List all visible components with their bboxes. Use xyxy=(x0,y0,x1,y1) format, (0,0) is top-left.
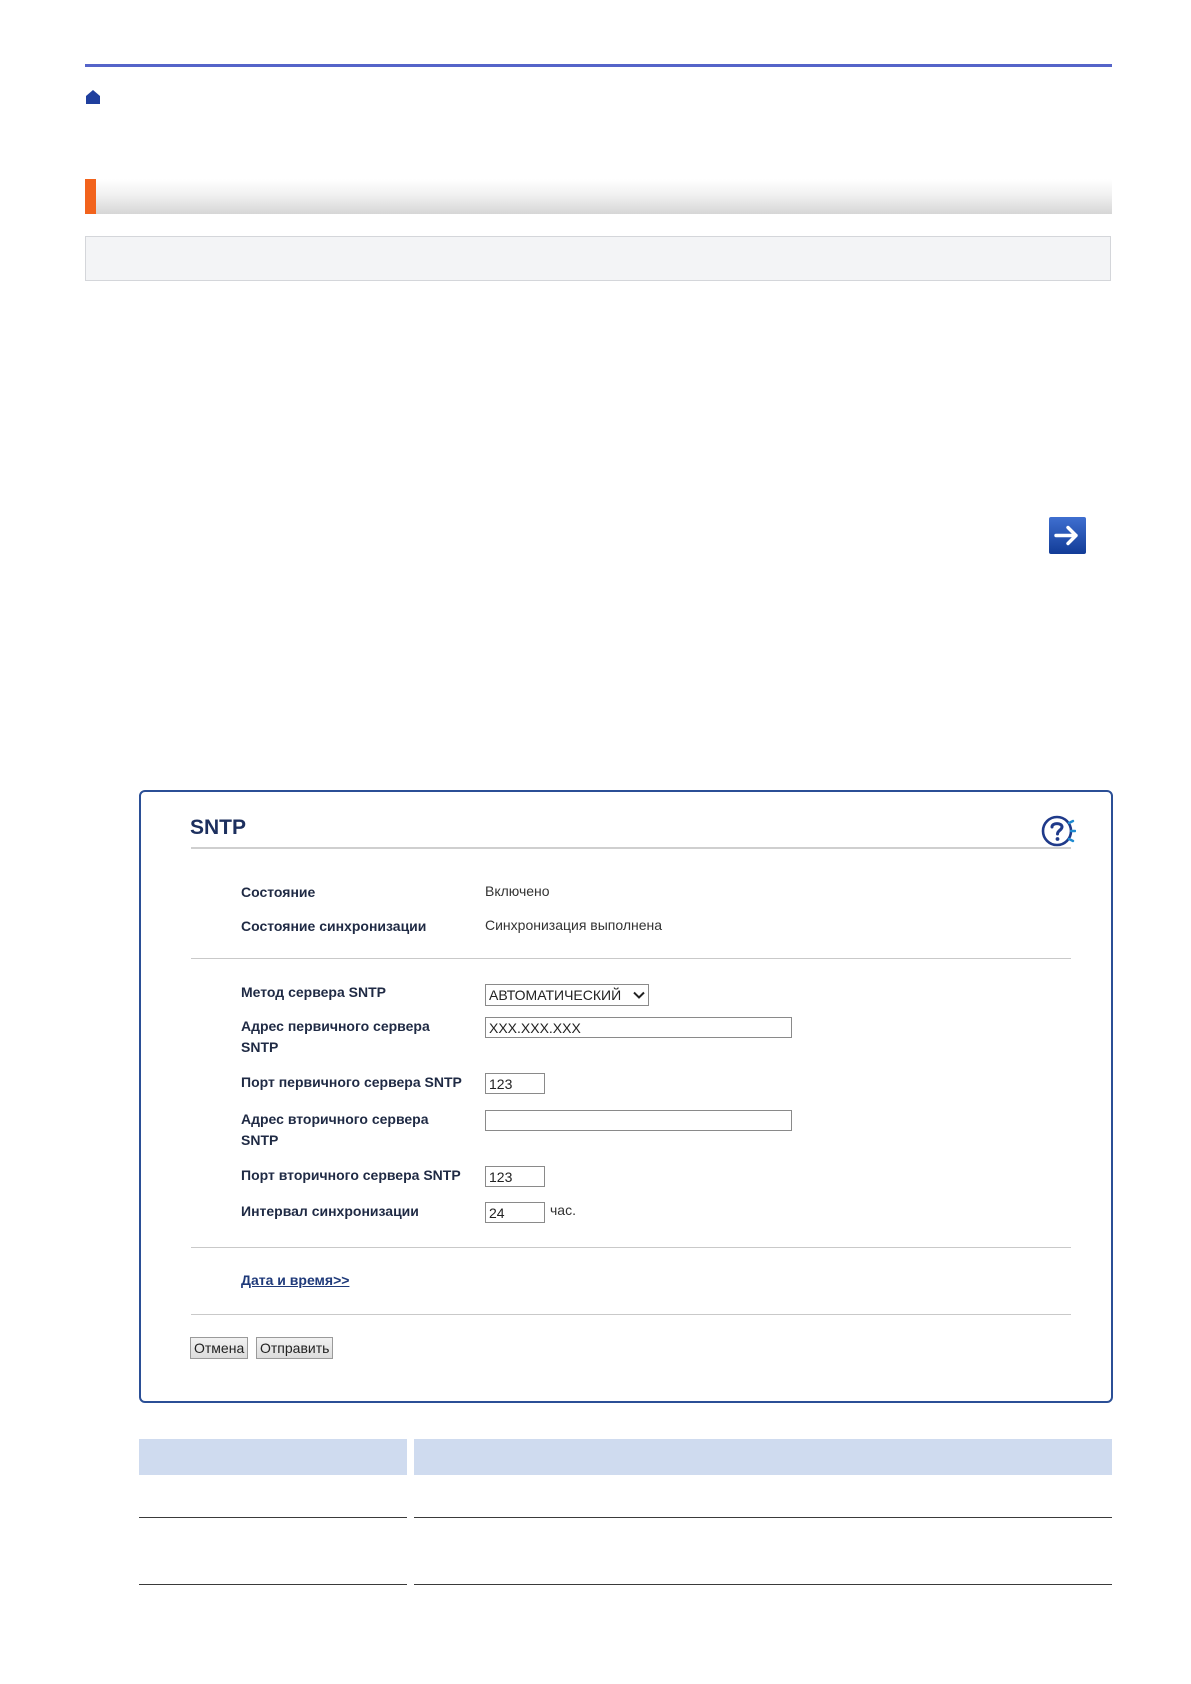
sntp-settings-screenshot xyxy=(139,790,1113,1403)
related-models-box xyxy=(85,236,1111,281)
interval-label: Интервал синхронизации xyxy=(241,1203,419,1219)
table-row-divider xyxy=(414,1517,1112,1518)
primary-port-field[interactable] xyxy=(485,1073,545,1094)
home-icon[interactable] xyxy=(85,89,101,105)
primary-address-label: Адрес первичного сервера SNTP xyxy=(241,1018,430,1055)
table-header-cell xyxy=(139,1439,407,1475)
method-select[interactable] xyxy=(485,984,649,1006)
sync-status-label: Состояние синхронизации xyxy=(241,918,427,934)
section-accent xyxy=(85,179,96,214)
chevron-down-icon xyxy=(633,989,645,1001)
table-header-cell xyxy=(414,1439,1112,1475)
interval-field[interactable] xyxy=(485,1202,545,1223)
secondary-address-field[interactable] xyxy=(485,1110,792,1131)
interval-unit: час. xyxy=(550,1202,576,1218)
status-value: Включено xyxy=(485,883,550,899)
status-label: Состояние xyxy=(241,884,316,900)
table-row-divider xyxy=(139,1584,407,1585)
date-time-link[interactable]: Дата и время>> xyxy=(241,1272,350,1288)
submit-button[interactable]: Отправить xyxy=(256,1337,333,1359)
arrow-right-icon[interactable] xyxy=(1049,517,1086,554)
primary-address-field[interactable] xyxy=(485,1017,792,1038)
section-divider xyxy=(191,958,1071,959)
table-row-divider xyxy=(139,1517,407,1518)
secondary-port-label: Порт вторичного сервера SNTP xyxy=(241,1167,461,1183)
cancel-button[interactable]: Отмена xyxy=(190,1337,248,1359)
secondary-address-label: Адрес вторичного сервера SNTP xyxy=(241,1111,429,1148)
method-select-value: АВТОМАТИЧЕСКИЙ xyxy=(489,987,622,1003)
section-divider xyxy=(191,1314,1071,1315)
section-divider xyxy=(191,1247,1071,1248)
secondary-port-field[interactable] xyxy=(485,1166,545,1187)
top-rule xyxy=(85,64,1112,67)
primary-port-label: Порт первичного сервера SNTP xyxy=(241,1074,462,1090)
sync-status-value: Синхронизация выполнена xyxy=(485,917,663,933)
section-heading-bar xyxy=(85,179,1112,214)
title-divider xyxy=(191,847,1071,849)
table-row-divider xyxy=(414,1584,1112,1585)
screen-title: SNTP xyxy=(190,816,247,839)
help-question-icon[interactable] xyxy=(1040,813,1076,849)
method-label: Метод сервера SNTP xyxy=(241,984,386,1000)
